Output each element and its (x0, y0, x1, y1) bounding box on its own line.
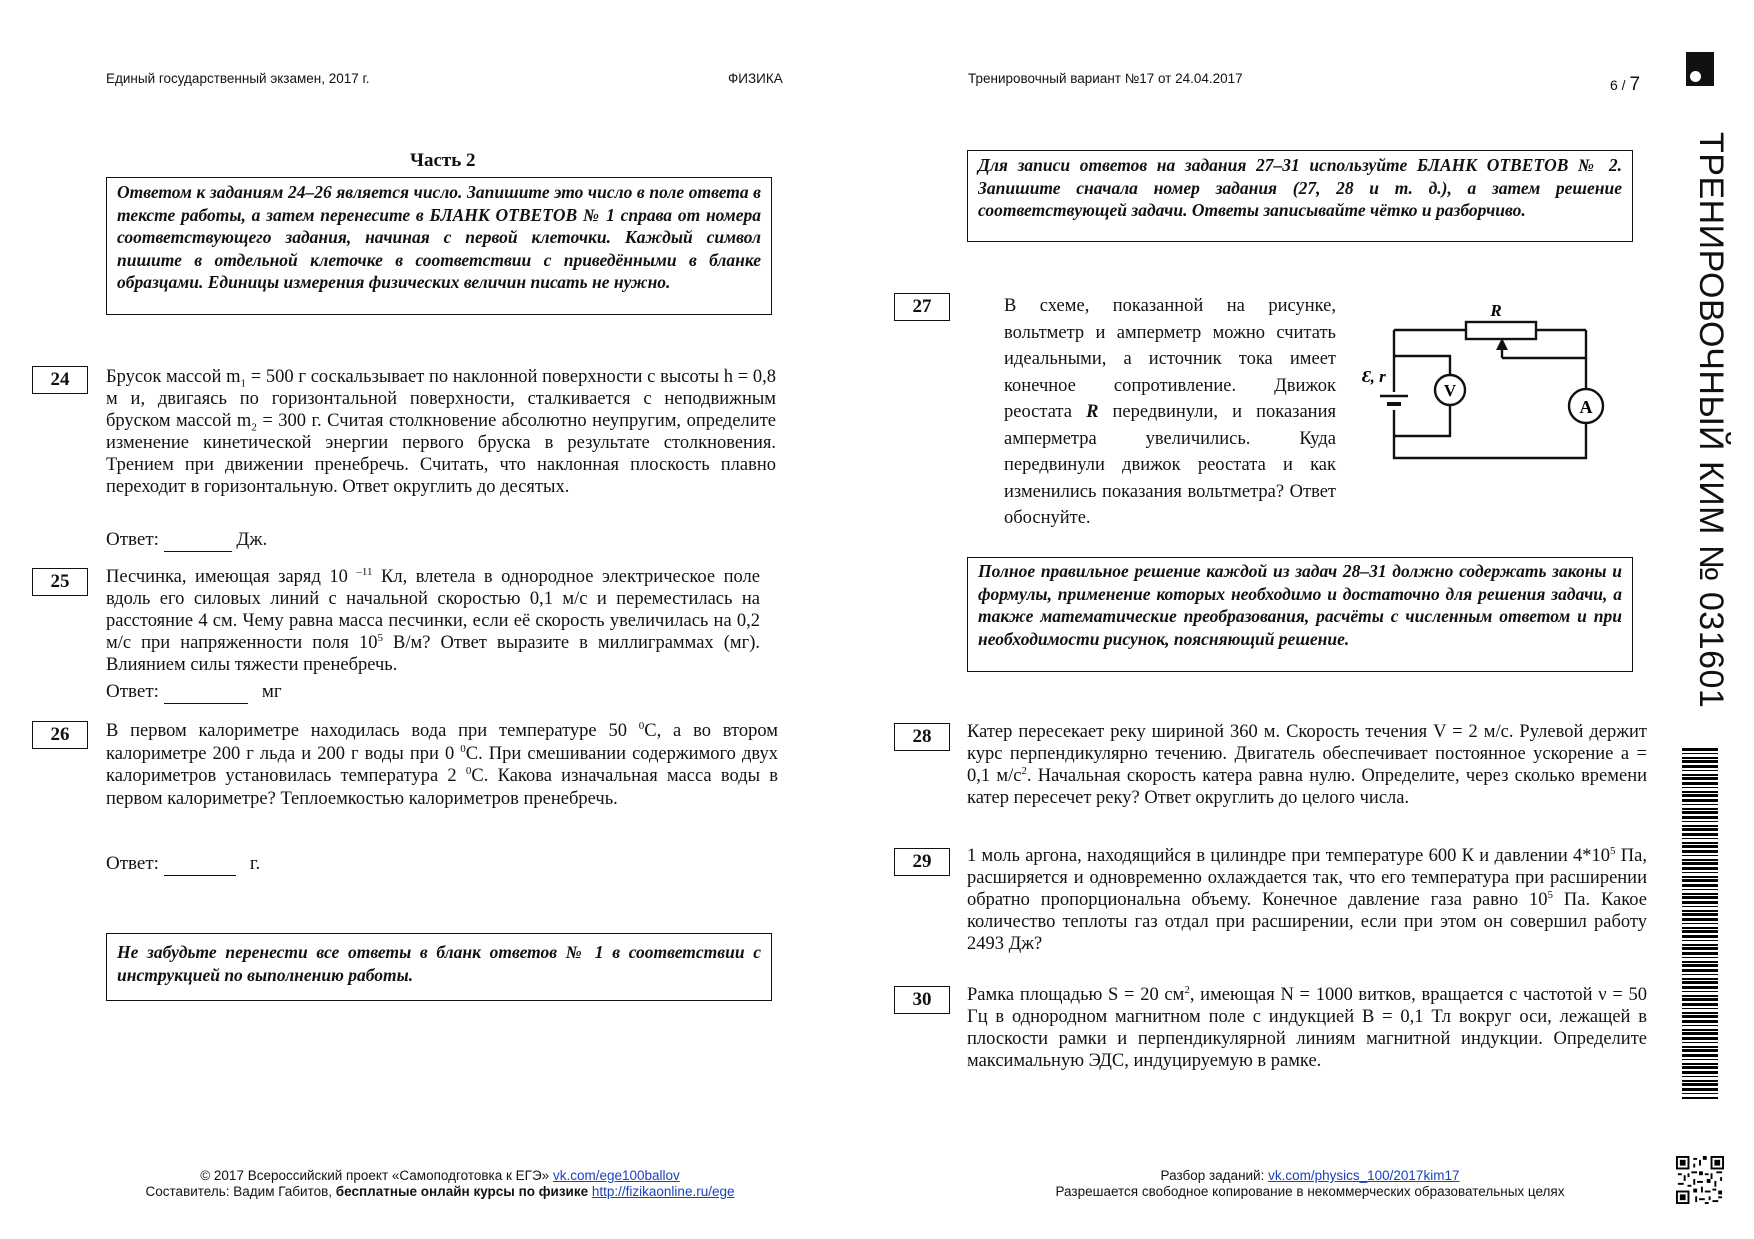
reminder-box (106, 933, 772, 1001)
task-29-number: 29 (894, 848, 950, 876)
task-25-sup-1: –11 (356, 565, 373, 578)
task-29-sup-1: 5 (1610, 844, 1616, 857)
task-25-text-c: В/м? Ответ выразите в миллиграммах (мг). Влиянием силы тяжести пренебречь. (106, 633, 760, 675)
task-25-answer-unit: мг (261, 681, 282, 702)
header-subject: ФИЗИКА (728, 71, 783, 86)
task-26-text-d: С. Какова изначальная масса воды в первом калориметре? Теплоемкостью калориметров пренебречь. (106, 766, 779, 809)
task-24-answer (106, 529, 267, 552)
reminder-text: Не забудьте перенести все ответы в бланк ответов № 1 в соответствии с инструкцией по выполнению работы. (117, 942, 761, 985)
task-26-text-a: В первом калориметре находилась вода при температуре 50 (106, 721, 639, 741)
task-26-sup-2: 0 (460, 742, 466, 755)
task-29-text-b: Па, расширяется и одновременно охлаждается так, что его температура при расширении обратно пропорциональна объему. Конечное давление газа равно 10 (967, 846, 1647, 910)
task-28-text-b: . Начальная скорость катера равна нулю. Определите, через сколько времени катер пересечет реку? Ответ округлить до целого числа. (967, 766, 1647, 808)
task-29-text (967, 845, 1647, 955)
task-24-answer-label: Ответ: (106, 529, 164, 550)
task-28-text-a: Катер пересекает реку шириной 360 м. Скорость течения V = 2 м/с. Рулевой держит курс перпендикулярно течению. Двигатель обеспечивает постоянное ускорение a = 0,1 м/с (967, 722, 1647, 786)
task-24-answer-unit: Дж. (236, 529, 268, 550)
footer-left (80, 1168, 800, 1200)
task-29-sup-2: 5 (1547, 888, 1554, 901)
ammeter-label: A (1579, 397, 1593, 417)
task-25-answer (106, 681, 282, 704)
task-30-sup-1: 2 (1184, 983, 1190, 996)
task-30-text-b: , имеющая N = 1000 витков, вращается с частотой ν = 50 Гц в однородном магнитном поле с индукцией B = 0,1 Тл вокруг оси, лежащей в плоскости рамки и перпендикулярной линиям магнитной индукции. Определите максимальную ЭДС, индуцируемую в рамке. (967, 985, 1647, 1071)
task-25-text-a: Песчинка, имеющая заряд 10 (106, 567, 357, 587)
barcode-icon (1682, 748, 1718, 1100)
task-24-text-a: Брусок массой m (106, 367, 241, 387)
task-26-sup-1: 0 (638, 719, 645, 732)
page-current: 6 (1610, 77, 1618, 93)
part-2-instruction-box (106, 177, 772, 315)
qr-code-icon (1676, 1156, 1724, 1204)
answer-form-2-instruction-box (967, 150, 1633, 242)
task-29-text-c: Па. Какое количество теплоты газ отдал при расширении, если при этом он совершил работу 2493 Дж? (967, 890, 1647, 954)
header-variant: Тренировочный вариант №17 от 24.04.2017 (968, 71, 1243, 86)
task-24-text-b: = 500 г соскальзывает по наклонной поверхности с высоты h = 0,8 м и, двигаясь по горизонтальной поверхности, сталкивается с неподвижным бруском массой m (106, 367, 776, 431)
voltmeter-label: V (1443, 381, 1457, 400)
task-24-sub-1: 1 (240, 377, 247, 390)
task-25-sup-2: 5 (377, 631, 383, 644)
task-26-answer-unit: г. (249, 853, 261, 874)
task-30-text (967, 984, 1647, 1072)
full-solution-note-box (967, 557, 1633, 672)
footer-vk-link[interactable]: vk.com/ege100ballov (552, 1168, 680, 1183)
task-27-number: 27 (894, 293, 950, 321)
task-24-answer-field[interactable] (164, 529, 232, 552)
corner-marker-icon (1686, 52, 1714, 86)
task-26-number: 26 (32, 721, 88, 749)
header-exam-title: Единый государственный экзамен, 2017 г. (106, 71, 370, 86)
task-28-number: 28 (894, 723, 950, 751)
task-25-answer-field[interactable] (164, 681, 248, 704)
footer-author: Составитель: Вадим Габитов, (145, 1184, 336, 1199)
page-separator: / (1617, 77, 1630, 93)
task-26-text-b: С, а во втором калориметре 200 г льда и 200 г воды при 0 (106, 721, 778, 764)
part-2-title: Часть 2 (410, 150, 476, 171)
page-number (1610, 74, 1640, 96)
footer-right (1000, 1168, 1620, 1200)
answer-form-2-instruction-text: Для записи ответов на задания 27–31 используйте БЛАНК ОТВЕТОВ № 2. Запишите сначала номер задания (27, 28 и т. д.), а затем решение соответствующей задачи. Ответы записывайте чётко и разборчиво. (978, 155, 1622, 220)
rheostat-resistor-icon (1466, 322, 1536, 339)
footer-copyright: © 2017 Всероссийский проект «Самоподготовка к ЕГЭ» (200, 1168, 553, 1183)
task-28-text (967, 721, 1647, 809)
footer-courses-label: бесплатные онлайн курсы по физике (335, 1184, 589, 1199)
task-24-sub-2: 2 (251, 421, 257, 434)
task-26-answer-label: Ответ: (106, 853, 164, 874)
task-30-number: 30 (894, 986, 950, 1014)
task-26-text (106, 720, 778, 810)
rheostat-label: R (1490, 301, 1502, 320)
wire-loop (1394, 330, 1586, 458)
task-27-rheostat-symbol: R (1086, 402, 1099, 422)
task-24-number: 24 (32, 366, 88, 394)
footer-analysis-label: Разбор заданий: (1160, 1168, 1269, 1183)
circuit-diagram (1354, 298, 1624, 470)
task-25-text-b: Кл, влетела в однородное электрическое поле вдоль его силовых линий с начальной скоростью 0,1 м/с и переместилась на расстояние 4 см. Чему равна масса песчинки, если её скорость увеличилась на 0,2 м/с при напряженности поля 10 (106, 567, 760, 653)
task-26-sup-3: 0 (465, 764, 472, 777)
task-27-text-b: передвинули, и показания амперметра увеличились. Куда передвинули движок реостата и как изменились показания вольтметра? Ответ обоснуйте. (1004, 402, 1336, 528)
task-27-text-a: В схеме, показанной на рисунке, вольтметр и амперметр можно считать идеальными, а источник тока имеет конечное сопротивление. Движок реостата (1004, 296, 1336, 422)
full-solution-note-text: Полное правильное решение каждой из задач 28–31 должно содержать законы и формулы, применение которых необходимо и достаточно для решения задачи, а также математические преобразования, расчёты с численным ответом и при необходимости рисунок, поясняющий решение. (978, 561, 1622, 649)
task-25-number: 25 (32, 568, 88, 596)
footer-analysis-link[interactable]: vk.com/physics_100/2017kim17 (1268, 1168, 1460, 1183)
task-25-answer-label: Ответ: (106, 681, 164, 702)
task-28-sup-1: 2 (1021, 764, 1027, 777)
battery-icon (1380, 392, 1408, 410)
task-29-text-a: 1 моль аргона, находящийся в цилиндре при температуре 600 К и давлении 4*10 (967, 846, 1611, 866)
part-2-instruction-text: Ответом к заданиям 24–26 является число. Запишите это число в поле ответа в тексте работы, а затем перенесите в БЛАНК ОТВЕТОВ № 1 справа от номера соответствующего задания, начиная с первой клеточки. Каждый символ пишите в отдельной клеточке в соответствии с приведёнными в бланке образцами. Единицы измерения физических величин писать не нужно. (117, 182, 761, 292)
task-24-text-c: = 300 г. Считая столкновение абсолютно неупругим, определите изменение кинетической энергии первого бруска в результате столкновения. Трением при движении пренебречь. Считать, что наклонная плоскость плавно переходит в горизонтальную. Ответ округлить до десятых. (106, 411, 776, 497)
task-24-text (106, 366, 776, 498)
task-26-answer (106, 853, 260, 876)
task-27-text (1004, 293, 1336, 532)
footer-courses-link[interactable]: http://fizikaonline.ru/ege (591, 1184, 735, 1199)
task-30-text-a: Рамка площадью S = 20 см (967, 985, 1185, 1005)
footer-license: Разрешается свободное копирование в некоммерческих образовательных целях (1055, 1184, 1565, 1199)
task-26-text-c: С. При смешивании содержимого двух калориметров установилась температура 2 (106, 743, 778, 786)
source-label: Ɛ, r (1362, 367, 1386, 386)
task-26-answer-field[interactable] (164, 853, 236, 876)
task-25-text (106, 566, 760, 676)
page-total: 7 (1629, 74, 1641, 95)
vertical-kim-title: ТРЕНИРОВОЧНЫЙ КИМ № 031601 (1692, 132, 1730, 709)
